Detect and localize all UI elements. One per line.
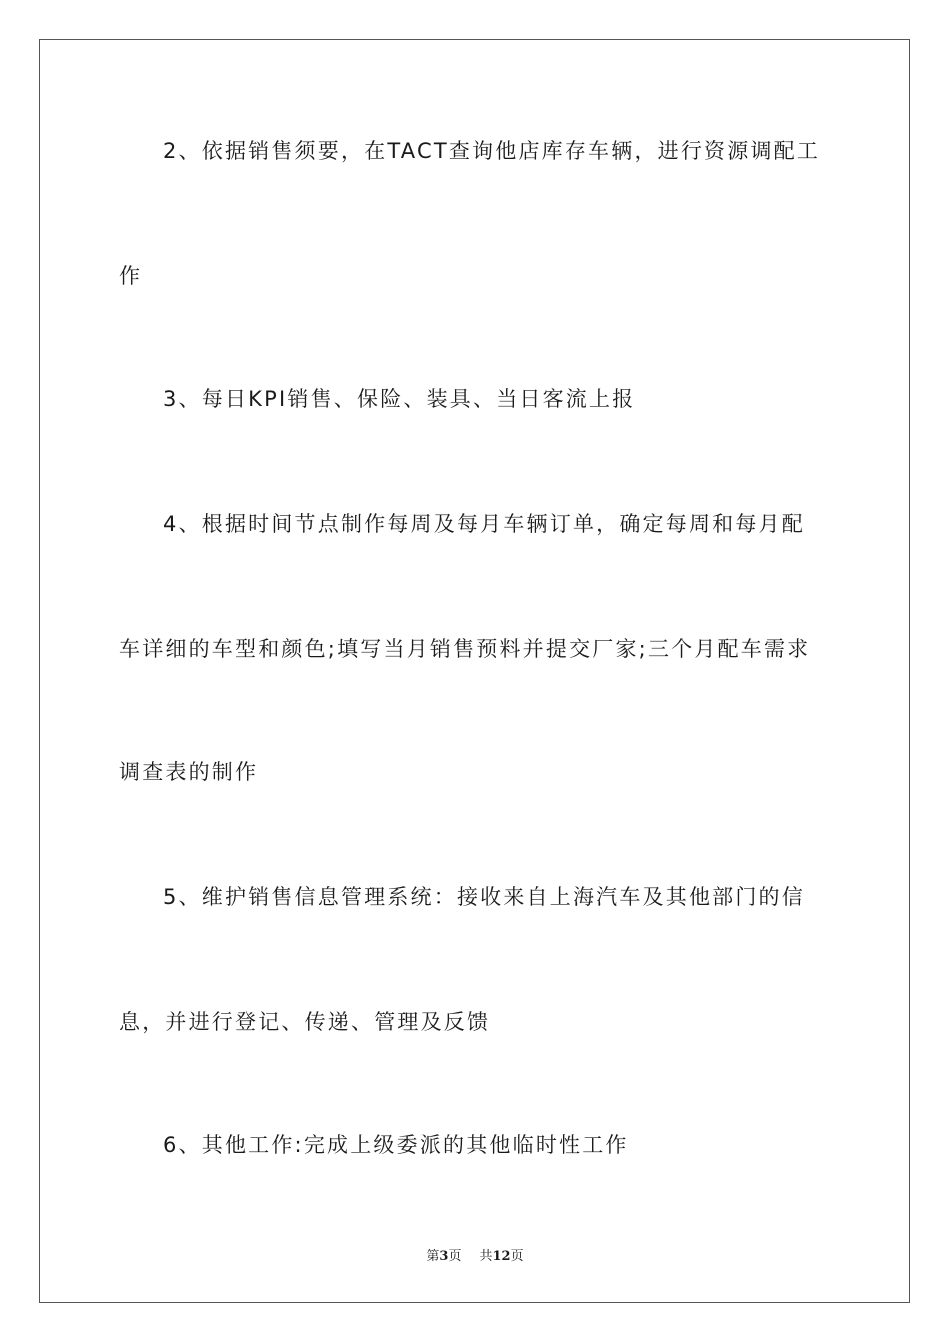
page-frame xyxy=(39,39,910,1303)
paragraph-2-line-2: 作 xyxy=(119,264,143,288)
paragraph-4-line-2: 车详细的车型和颜色;填写当月销售预料并提交厂家;三个月配车需求 xyxy=(119,637,811,661)
paragraph-5-line-2: 息，并进行登记、传递、管理及反馈 xyxy=(119,1010,491,1034)
footer-page-current: 3 xyxy=(439,1249,449,1264)
page-footer xyxy=(0,1248,950,1266)
footer-total-prefix: 共 xyxy=(479,1249,493,1264)
paragraph-6-line-1: 6、其他工作:完成上级委派的其他临时性工作 xyxy=(163,1133,629,1157)
paragraph-4-line-3: 调查表的制作 xyxy=(119,760,259,784)
paragraph-2-line-1: 2、依据销售须要，在TACT查询他店库存车辆，进行资源调配工 xyxy=(163,139,821,163)
paragraph-3-line-1: 3、每日KPI销售、保险、装具、当日客流上报 xyxy=(163,387,636,411)
paragraph-4-line-1: 4、根据时间节点制作每周及每月车辆订单，确定每周和每月配 xyxy=(163,512,805,536)
footer-total-suffix: 页 xyxy=(510,1249,524,1264)
footer-page-prefix: 第 xyxy=(426,1249,440,1264)
footer-page-total: 12 xyxy=(492,1249,511,1264)
paragraph-5-line-1: 5、维护销售信息管理系统：接收来自上海汽车及其他部门的信 xyxy=(163,885,805,909)
footer-page-suffix: 页 xyxy=(448,1249,462,1264)
